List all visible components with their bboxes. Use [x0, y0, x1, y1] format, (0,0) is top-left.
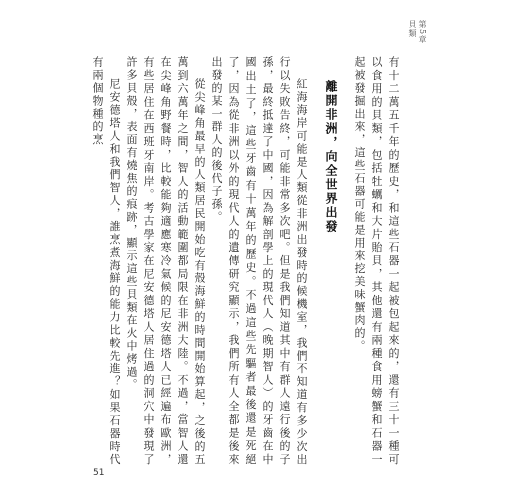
paragraph: 有十二萬五千年的歷史，和這些石器一起被包起來的，還有三十一種可以食用的貝類，包括牡蠣和大片貽貝，其他還有兩種食用螃蟹和石器一起被發掘出來，這些石器可能是用來挖美味蟹肉的。	[353, 56, 400, 466]
chapter-subject: 貝類	[408, 20, 417, 38]
paragraph: 尼安德塔人和我們智人，誰烹煮海鮮的能力比較先進？如果石器時代有兩個物種的烹	[91, 56, 121, 466]
page-number: 51	[93, 468, 105, 478]
running-header	[407, 20, 427, 44]
paragraph: 紅海海岸可能是人類從非洲出發時的候機室，我們不知道有多少次出行以失敗告終，可能非常多次吧。但是我們知道其中有群人遠行後的子孫，最終抵達了中國，因為解剖學上的現代人（晚期智人）的牙齒在中國出土了，這些牙齒有十萬年的歷史。不過這些先驅者最後還是死絕了，因為從非洲以外的現代人的遺傳研究顯示，我們所有人全都是後來出發的某一群人的後代子孫。	[210, 56, 308, 466]
section-heading: 離開非洲，向全世界出發	[324, 80, 338, 234]
body-text	[91, 56, 402, 466]
chapter-number: 第5章	[418, 20, 427, 45]
paragraph: 從尖峰角最早的人類居民開始吃有殼海鮮的時間開始算起，之後的五萬到六萬年之間，智人的活動範圍都局限在非洲大陸。不過，當智人還在尖峰角野餐時，比較能夠適應寒冷氣候的尼安德塔人已經遍布歐洲，有些居住在西班牙南岸。考古學家在尼安德塔人居住過的洞穴中發現了許多貝殼，表面有燒焦的痕跡，顯示這些貝類在火中烤過。	[125, 56, 206, 466]
